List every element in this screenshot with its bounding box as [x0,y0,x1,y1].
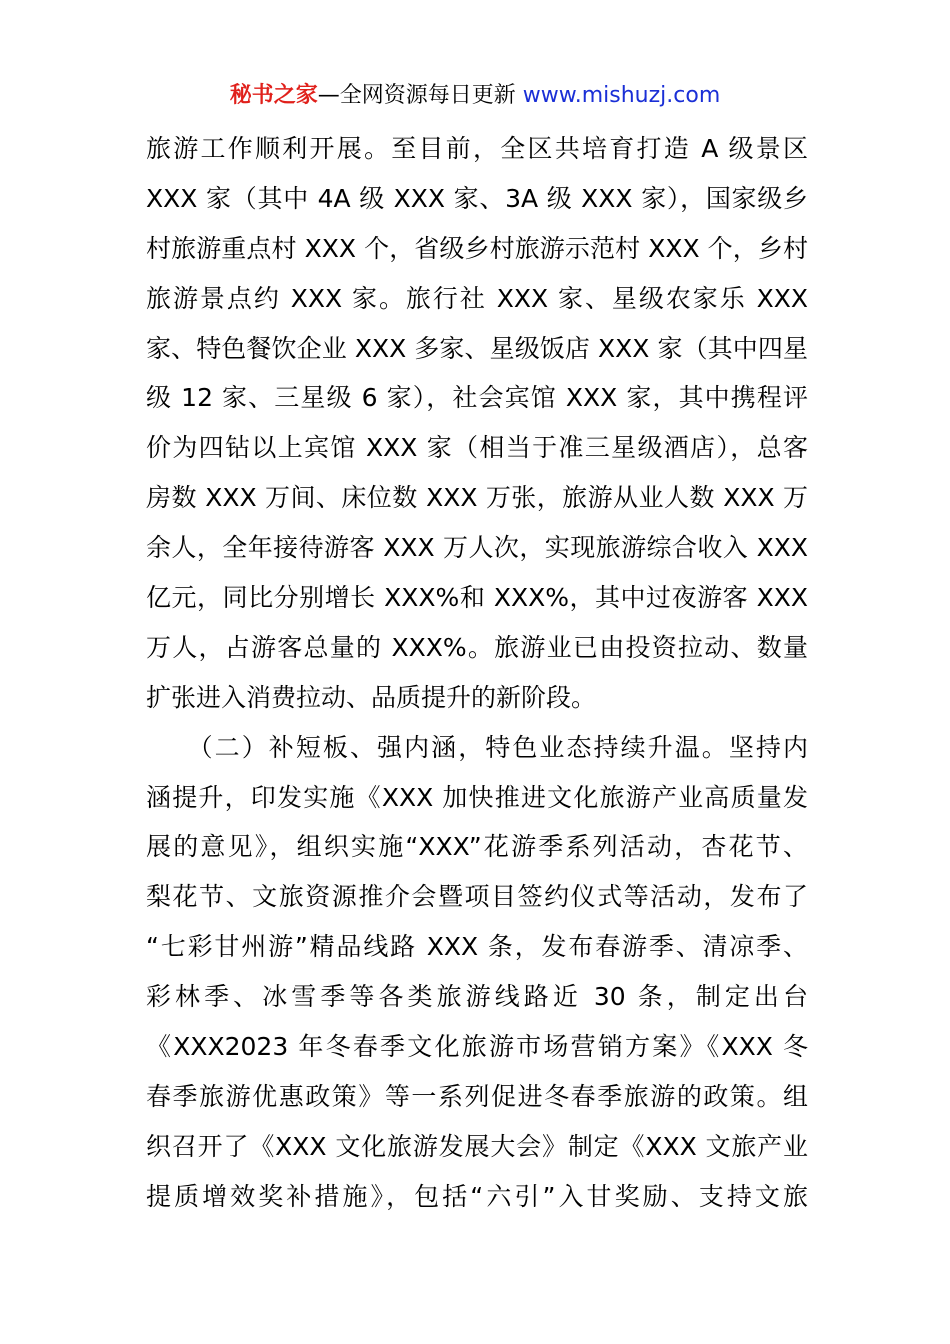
paragraph-end-line: 扩张进入消费拉动、品质提升的新阶段。 [146,682,597,712]
text-line: 旅游工作顺利开展。至目前，全区共培育打造 A 级景区 [146,134,808,163]
text-line: 房数 XXX 万间、床位数 XXX 万张，旅游从业人数 XXX 万 [146,483,808,513]
text-line: 涵提升，印发实施《XXX 加快推进文化旅游产业高质量发 [146,782,808,812]
text-line: 《XXX2023 年冬春季文化旅游市场营销方案》《XXX 冬 [146,1032,808,1062]
text-line: 家、特色餐饮企业 XXX 多家、星级饭店 XXX 家（其中四星 [146,333,808,363]
text-line: 村旅游重点村 XXX 个，省级乡村旅游示范村 XXX 个，乡村 [146,233,808,263]
site-url[interactable]: www.mishuzj.com [522,83,721,108]
text-line: 彩林季、冰雪季等各类旅游线路近 30 条，制定出台 [146,982,808,1012]
text-line: 万人，占游客总量的 XXX%。旅游业已由投资拉动、数量 [146,632,808,662]
text-line: 级 12 家、三星级 6 家），社会宾馆 XXX 家，其中携程评 [146,383,808,413]
text-line: 梨花节、文旅资源推介会暨项目签约仪式等活动，发布了 [146,882,808,912]
text-line: 春季旅游优惠政策》等一系列促进冬春季旅游的政策。组 [146,1081,808,1111]
text-line: 余人，全年接待游客 XXX 万人次，实现旅游综合收入 XXX [146,533,808,563]
text-line: 旅游景点约 XXX 家。旅行社 XXX 家、星级农家乐 XXX [146,283,808,313]
text-line: 亿元，同比分别增长 XXX%和 XXX%，其中过夜游客 XXX [146,583,808,613]
text-line: 提质增效奖补措施》，包括“六引”入甘奖励、支持文旅 [146,1181,808,1211]
page-header [0,80,950,112]
section-heading-line: （二）补短板、强内涵，特色业态持续升温。坚持内 [146,732,808,762]
text-line: 展的意见》，组织实施“XXX”花游季系列活动，杏花节、 [146,832,808,862]
text-line: 价为四钻以上宾馆 XXX 家（相当于准三星级酒店），总客 [146,433,808,463]
header-tagline: —全网资源每日更新 [317,83,516,108]
document-body [146,124,808,1222]
text-line: “七彩甘州游”精品线路 XXX 条，发布春游季、清凉季、 [146,932,808,962]
brand-name: 秘书之家 [229,83,318,108]
text-line: 织召开了《XXX 文化旅游发展大会》制定《XXX 文旅产业 [146,1131,808,1161]
text-line: XXX 家（其中 4A 级 XXX 家、3A 级 XXX 家），国家级乡 [146,183,808,213]
